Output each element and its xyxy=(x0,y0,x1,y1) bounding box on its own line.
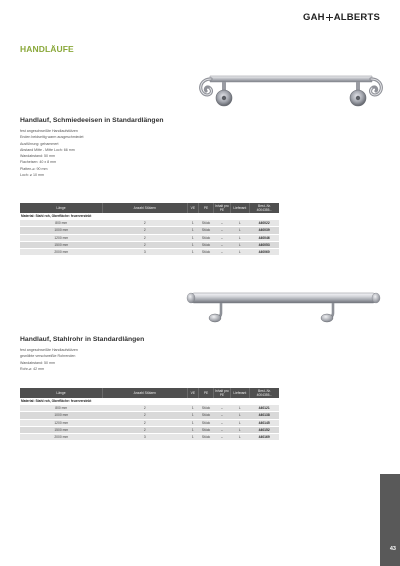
col-header-best-nr: Best.-Nr. 4004355... xyxy=(249,203,279,213)
spec-line: gewölbte verschweißte Rohrenden xyxy=(20,354,76,359)
cell-laenge: 1200 mm xyxy=(20,234,102,241)
spec-list-schmiedeeisen xyxy=(20,128,84,178)
brand-logo-right: ALBERTS xyxy=(333,12,380,23)
table-row xyxy=(20,241,279,248)
cell-lieferant: L xyxy=(230,426,249,433)
cell-inhalt: – xyxy=(213,405,230,412)
cell-laenge: 800 mm xyxy=(20,405,102,412)
cell-inhalt: – xyxy=(213,434,230,441)
spec-line: Wandabstand: 50 mm xyxy=(20,360,56,365)
cell-pe: Stück xyxy=(199,249,214,256)
spec-line: Abstand Mitte - Mitte Loch: 66 mm xyxy=(20,147,75,152)
cell-ve: 1 xyxy=(187,412,199,419)
cell-pe: Stück xyxy=(199,227,214,234)
wrought-iron-handrail-image xyxy=(196,64,384,108)
spec-line: Flacheisen: 40 x 8 mm xyxy=(20,160,57,165)
cell-laenge: 2000 mm xyxy=(20,249,102,256)
table-row xyxy=(20,234,279,241)
table-row xyxy=(20,249,279,256)
cell-laenge: 800 mm xyxy=(20,220,102,227)
table-row xyxy=(20,426,279,433)
cell-best-nr: 440039 xyxy=(249,227,279,234)
cell-lieferant: L xyxy=(230,434,249,441)
spec-line: Ausführung: gehammert xyxy=(20,141,59,146)
table-header-row xyxy=(20,203,279,213)
cell-inhalt: – xyxy=(213,227,230,234)
col-header-lieferant: Lieferant xyxy=(230,388,249,398)
cell-ve: 1 xyxy=(187,227,199,234)
cell-lieferant: L xyxy=(230,412,249,419)
cell-best-nr: 440053 xyxy=(249,241,279,248)
cell-anzahl: 2 xyxy=(102,426,187,433)
table-row xyxy=(20,227,279,234)
cell-pe: Stück xyxy=(199,241,214,248)
brand-logo xyxy=(303,12,380,23)
section-title-stahlrohr: Handlauf, Stahlrohr in Standardlängen xyxy=(20,336,145,343)
cell-best-nr: 440060 xyxy=(249,249,279,256)
col-header-pe: PE xyxy=(199,388,214,398)
cell-inhalt: – xyxy=(213,234,230,241)
cell-ve: 1 xyxy=(187,220,199,227)
cell-anzahl: 3 xyxy=(102,434,187,441)
product-table-schmiedeeisen xyxy=(20,203,279,256)
cell-ve: 1 xyxy=(187,234,199,241)
product-table-stahlrohr xyxy=(20,388,279,441)
col-header-ve: VE xyxy=(187,388,199,398)
cell-inhalt: – xyxy=(213,412,230,419)
cell-anzahl: 2 xyxy=(102,227,187,234)
cell-lieferant: L xyxy=(230,234,249,241)
cell-ve: 1 xyxy=(187,241,199,248)
cell-inhalt: – xyxy=(213,419,230,426)
cell-lieferant: L xyxy=(230,249,249,256)
cell-pe: Stück xyxy=(199,419,214,426)
cell-anzahl: 2 xyxy=(102,412,187,419)
col-header-anzahl: Anzahl Stützen xyxy=(102,388,187,398)
cell-best-nr: 440121 xyxy=(249,405,279,412)
material-row xyxy=(20,213,279,220)
cell-anzahl: 2 xyxy=(102,220,187,227)
cell-laenge: 1500 mm xyxy=(20,426,102,433)
cell-inhalt: – xyxy=(213,220,230,227)
cell-pe: Stück xyxy=(199,434,214,441)
cell-lieferant: L xyxy=(230,419,249,426)
spec-line: fest angeschweißte Handlaufstützen xyxy=(20,129,78,133)
col-header-anzahl: Anzahl Stützen xyxy=(102,203,187,213)
cell-pe: Stück xyxy=(199,234,214,241)
cell-pe: Stück xyxy=(199,405,214,412)
cell-best-nr: 440046 xyxy=(249,234,279,241)
col-header-best-nr: Best.-Nr. 4004355... xyxy=(249,388,279,398)
cell-laenge: 2000 mm xyxy=(20,434,102,441)
col-header-ve: VE xyxy=(187,203,199,213)
cell-laenge: 1500 mm xyxy=(20,241,102,248)
page-number: 43 xyxy=(389,546,396,552)
steel-tube-handrail-image xyxy=(185,287,382,329)
spec-line: Rohr-⌀: 42 mm xyxy=(20,366,45,371)
cell-laenge: 1000 mm xyxy=(20,412,102,419)
cell-pe: Stück xyxy=(199,426,214,433)
table-row xyxy=(20,434,279,441)
cell-best-nr: 440022 xyxy=(249,220,279,227)
cell-best-nr: 440138 xyxy=(249,412,279,419)
cell-ve: 1 xyxy=(187,405,199,412)
brand-logo-separator xyxy=(326,14,333,21)
col-header-laenge: Länge xyxy=(20,203,102,213)
cell-best-nr: 440145 xyxy=(249,419,279,426)
cell-lieferant: L xyxy=(230,220,249,227)
table-row xyxy=(20,419,279,426)
cell-laenge: 1000 mm xyxy=(20,227,102,234)
cell-pe: Stück xyxy=(199,412,214,419)
cell-inhalt: – xyxy=(213,249,230,256)
material-row xyxy=(20,398,279,405)
cell-inhalt: – xyxy=(213,241,230,248)
page-title: HANDLÄUFE xyxy=(20,44,74,54)
cell-lieferant: L xyxy=(230,227,249,234)
cell-ve: 1 xyxy=(187,434,199,441)
spec-line: Platten-⌀: 90 mm xyxy=(20,166,48,171)
col-header-pe: PE xyxy=(199,203,214,213)
cell-ve: 1 xyxy=(187,426,199,433)
spec-line: Loch: ⌀ 10 mm xyxy=(20,173,44,178)
spec-list-stahlrohr xyxy=(20,347,78,372)
cell-pe: Stück xyxy=(199,220,214,227)
cell-inhalt: – xyxy=(213,426,230,433)
spec-line: fest angeschweißte Handlaufstützen xyxy=(20,348,78,352)
table-header-row xyxy=(20,388,279,398)
cell-lieferant: L xyxy=(230,241,249,248)
cell-lieferant: L xyxy=(230,405,249,412)
cell-anzahl: 3 xyxy=(102,249,187,256)
table-row xyxy=(20,220,279,227)
cell-laenge: 1200 mm xyxy=(20,419,102,426)
spec-line: Enden beidseitig warm ausgeschmiedet xyxy=(20,135,84,140)
col-header-inhalt: Inhalt pro PE xyxy=(215,203,229,212)
spec-line: Wandabstand: 50 mm xyxy=(20,154,56,159)
table-row xyxy=(20,412,279,419)
brand-logo-left: GAH xyxy=(303,12,325,23)
cell-ve: 1 xyxy=(187,249,199,256)
cell-anzahl: 2 xyxy=(102,234,187,241)
material-text: Material: Stahl roh, Oberfläche: feuerverzinkt xyxy=(20,213,279,220)
section-title-schmiedeeisen: Handlauf, Schmiedeeisen in Standardlängen xyxy=(20,117,164,124)
col-header-laenge: Länge xyxy=(20,388,102,398)
cell-ve: 1 xyxy=(187,419,199,426)
table-row xyxy=(20,405,279,412)
page-side-tab xyxy=(380,474,400,566)
cell-anzahl: 2 xyxy=(102,405,187,412)
col-header-lieferant: Lieferant xyxy=(230,203,249,213)
cell-anzahl: 2 xyxy=(102,241,187,248)
cell-best-nr: 440152 xyxy=(249,426,279,433)
cell-best-nr: 440169 xyxy=(249,434,279,441)
material-text: Material: Stahl roh, Oberfläche: feuerverzinkt xyxy=(20,398,279,405)
col-header-inhalt: Inhalt pro PE xyxy=(215,388,229,397)
cell-anzahl: 2 xyxy=(102,419,187,426)
